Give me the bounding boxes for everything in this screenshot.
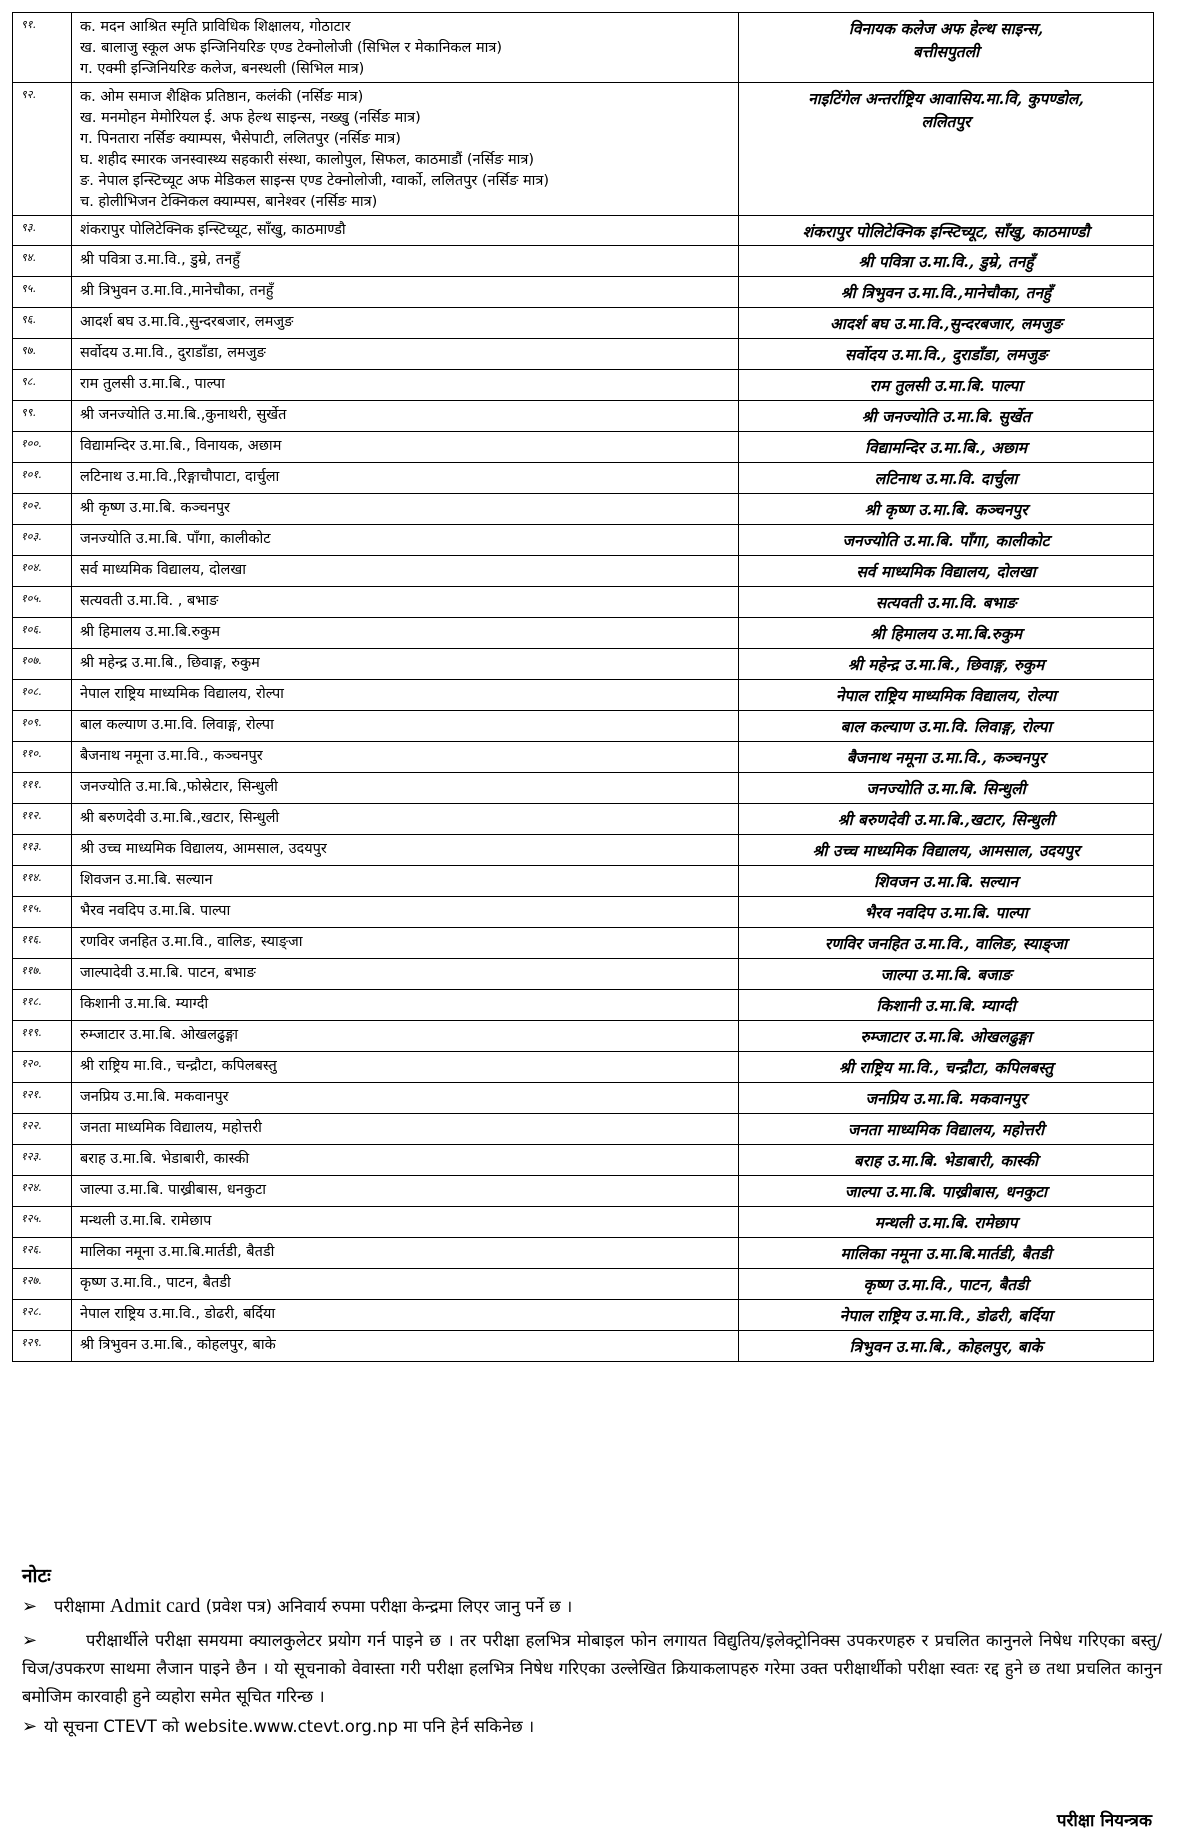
school-name-line: सर्व माध्यमिक विद्यालय, दोलखा xyxy=(80,562,247,578)
table-row xyxy=(13,463,1154,494)
school-name-line: लटिनाथ उ.मा.वि.,रिङ्गाचौपाटा, दार्चुला xyxy=(80,469,280,485)
exam-center-line: श्री हिमालय उ.मा.बि.रुकुम xyxy=(869,624,1023,643)
exam-center-line: श्री उच्च माध्यमिक विद्यालय, आमसाल, उदयपुर xyxy=(812,841,1080,860)
school-name-line: जाल्पा उ.मा.बि. पाख्रीबास, धनकुटा xyxy=(80,1182,267,1198)
school-name-cell xyxy=(72,618,739,649)
school-name-cell xyxy=(72,1021,739,1052)
exam-center-cell xyxy=(739,711,1154,742)
school-name-cell xyxy=(72,246,739,277)
table-row xyxy=(13,83,1154,216)
exam-center-cell xyxy=(739,308,1154,339)
school-name-line: मन्थली उ.मा.बि. रामेछाप xyxy=(80,1213,212,1229)
school-name-line: बाल कल्याण उ.मा.वि. लिवाङ्ग, रोल्पा xyxy=(80,717,274,733)
school-name-line: विद्यामन्दिर उ.मा.बि., विनायक, अछाम xyxy=(80,438,282,454)
exam-center-line: जनज्योति उ.मा.बि. सिन्धुली xyxy=(866,779,1026,798)
signature-exam-controller: परीक्षा नियन्त्रक xyxy=(1056,1811,1152,1831)
notes-section xyxy=(22,1562,1162,1741)
table-row xyxy=(13,308,1154,339)
exam-center-cell xyxy=(739,556,1154,587)
serial-number: १२१. xyxy=(13,1083,72,1114)
exam-center-line: जनप्रिय उ.मा.बि. मकवानपुर xyxy=(865,1089,1027,1108)
table-row xyxy=(13,804,1154,835)
table-row xyxy=(13,556,1154,587)
school-name-cell xyxy=(72,432,739,463)
school-name-cell xyxy=(72,959,739,990)
exam-center-cell xyxy=(739,1052,1154,1083)
serial-number: ९७. xyxy=(13,339,72,370)
serial-number: १२३. xyxy=(13,1145,72,1176)
exam-center-cell xyxy=(739,216,1154,246)
exam-center-cell xyxy=(739,928,1154,959)
school-name-line: श्री त्रिभुवन उ.मा.बि., कोहलपुर, बाके xyxy=(80,1337,276,1353)
exam-center-cell xyxy=(739,1300,1154,1331)
arrow-bullet-icon: ➢ xyxy=(22,1716,38,1737)
serial-number: ९१. xyxy=(13,13,72,83)
serial-number: १०७. xyxy=(13,649,72,680)
exam-center-cell xyxy=(739,494,1154,525)
school-name-cell xyxy=(72,494,739,525)
table-row xyxy=(13,339,1154,370)
school-name-cell xyxy=(72,711,739,742)
exam-center-cell xyxy=(739,432,1154,463)
serial-number: १०२. xyxy=(13,494,72,525)
serial-number: १२५. xyxy=(13,1207,72,1238)
table-row xyxy=(13,216,1154,246)
exam-center-cell xyxy=(739,277,1154,308)
exam-center-line: शिवजन उ.मा.बि. सल्यान xyxy=(873,872,1019,891)
serial-number: ९२. xyxy=(13,83,72,216)
school-name-line: सर्वोदय उ.मा.वि., दुराडाँडा, लमजुङ xyxy=(80,345,266,361)
exam-center-cell xyxy=(739,897,1154,928)
school-name-line: नेपाल राष्ट्रिय उ.मा.वि., डोढरी, बर्दिया xyxy=(80,1306,276,1322)
school-name-line: क. मदन आश्रित स्मृति प्राविधिक शिक्षालय, गोठाटार xyxy=(80,19,351,35)
school-name-line: ङ. नेपाल इन्स्टिच्यूट अफ मेडिकल साइन्स एण्ड टेक्नोलोजी, ग्वार्को, ललितपुर (नर्सिङ मात्र) xyxy=(80,173,550,189)
school-name-line: जनज्योति उ.मा.बि.,फोस्रेटार, सिन्धुली xyxy=(80,779,278,795)
table-row xyxy=(13,897,1154,928)
exam-center-line: राम तुलसी उ.मा.बि. पाल्पा xyxy=(869,376,1023,395)
table-row xyxy=(13,835,1154,866)
exam-center-cell xyxy=(739,990,1154,1021)
exam-center-cell xyxy=(739,742,1154,773)
exam-center-cell xyxy=(739,246,1154,277)
serial-number: १००. xyxy=(13,432,72,463)
exam-center-cell xyxy=(739,804,1154,835)
exam-center-cell xyxy=(739,866,1154,897)
school-name-line: घ. शहीद स्मारक जनस्वास्थ्य सहकारी संस्था, कालोपुल, सिफल, काठमाडौं (नर्सिङ मात्र) xyxy=(80,152,535,168)
serial-number: ९४. xyxy=(13,246,72,277)
school-name-line: जनज्योति उ.मा.बि. पाँगा, कालीकोट xyxy=(80,531,271,547)
exam-center-cell xyxy=(739,773,1154,804)
exam-center-line: श्री जनज्योति उ.मा.बि. सुर्खेत xyxy=(861,407,1031,426)
table-row xyxy=(13,370,1154,401)
school-name-cell xyxy=(72,556,739,587)
exam-center-line: नाइटिंगेल अन्तर्राष्ट्रिय आवासिय.मा.वि, कुपण्डोल, xyxy=(808,89,1084,108)
exam-center-line: कृष्ण उ.मा.वि., पाटन, बैतडी xyxy=(863,1275,1029,1294)
table-row xyxy=(13,587,1154,618)
exam-center-cell xyxy=(739,1331,1154,1362)
school-name-cell xyxy=(72,804,739,835)
school-name-line: सत्यवती उ.मा.वि. , बभाङ xyxy=(80,593,219,609)
school-name-line: ख. बालाजु स्कूल अफ इन्जिनियरिङ एण्ड टेक्नोलोजी (सिभिल र मेकानिकल मात्र) xyxy=(80,40,503,56)
note-1-suffix: (प्रवेश पत्र) अनिवार्य रुपमा परीक्षा केन्द्रमा लिएर जानु पर्ने छ । xyxy=(205,1597,573,1616)
school-name-line: श्री राष्ट्रिय मा.वि., चन्द्रौटा, कपिलबस्तु xyxy=(80,1058,277,1074)
serial-number: १०५. xyxy=(13,587,72,618)
school-name-cell xyxy=(72,370,739,401)
table-row xyxy=(13,680,1154,711)
table-row xyxy=(13,959,1154,990)
table-row xyxy=(13,928,1154,959)
exam-center-table xyxy=(12,12,1154,1362)
school-name-line: श्री कृष्ण उ.मा.बि. कञ्चनपुर xyxy=(80,500,230,516)
school-name-line: श्री जनज्योति उ.मा.बि.,कुनाथरी, सुर्खेत xyxy=(80,407,287,423)
serial-number: १११. xyxy=(13,773,72,804)
exam-center-cell xyxy=(739,370,1154,401)
table-row xyxy=(13,1207,1154,1238)
exam-center-cell xyxy=(739,835,1154,866)
table-row xyxy=(13,1238,1154,1269)
school-name-cell xyxy=(72,1300,739,1331)
exam-center-line: शंकरापुर पोलिटेक्निक इन्स्टिच्यूट, साँखु, काठमाण्डौ xyxy=(802,222,1090,241)
exam-center-cell xyxy=(739,1021,1154,1052)
school-name-line: जनता माध्यमिक विद्यालय, महोत्तरी xyxy=(80,1120,262,1136)
school-name-line: आदर्श बघ उ.मा.वि.,सुन्दरबजार, लमजुङ xyxy=(80,314,294,330)
table-row xyxy=(13,742,1154,773)
exam-center-line: मन्थली उ.मा.बि. रामेछाप xyxy=(874,1213,1018,1232)
school-name-line: बराह उ.मा.बि. भेडाबारी, कास्की xyxy=(80,1151,250,1167)
exam-center-line: विनायक कलेज अफ हेल्थ साइन्स, xyxy=(848,19,1044,38)
school-name-line: रुम्जाटार उ.मा.बि. ओखलढुङ्गा xyxy=(80,1027,239,1043)
exam-center-line: श्री महेन्द्र उ.मा.बि., छिवाङ्ग, रुकुम xyxy=(847,655,1045,674)
serial-number: ११०. xyxy=(13,742,72,773)
serial-number: ११७. xyxy=(13,959,72,990)
exam-center-line: भैरव नवदिप उ.मा.बि. पाल्पा xyxy=(864,903,1028,922)
table-row xyxy=(13,773,1154,804)
serial-number: ९५. xyxy=(13,277,72,308)
table-row xyxy=(13,1114,1154,1145)
exam-center-cell xyxy=(739,339,1154,370)
note-3-text: यो सूचना CTEVT को website.www.ctevt.org.np मा पनि हेर्न सकिनेछ । xyxy=(44,1717,535,1736)
school-name-line: बैजनाथ नमूना उ.मा.वि., कञ्चनपुर xyxy=(80,748,263,764)
exam-center-cell xyxy=(739,1083,1154,1114)
school-name-line: राम तुलसी उ.मा.बि., पाल्पा xyxy=(80,376,225,392)
school-name-cell xyxy=(72,1114,739,1145)
school-name-line: नेपाल राष्ट्रिय माध्यमिक विद्यालय, रोल्पा xyxy=(80,686,284,702)
school-name-cell xyxy=(72,897,739,928)
table-row xyxy=(13,1176,1154,1207)
school-name-line: च. होलीभिजन टेक्निकल क्याम्पस, बानेश्वर (नर्सिङ मात्र) xyxy=(80,194,378,210)
exam-center-cell xyxy=(739,463,1154,494)
school-name-line: शंकरापुर पोलिटेक्निक इन्स्टिच्यूट, साँखु, काठमाण्डौ xyxy=(80,222,346,238)
exam-center-line: नेपाल राष्ट्रिय माध्यमिक विद्यालय, रोल्पा xyxy=(835,686,1057,705)
school-name-line: श्री पवित्रा उ.मा.वि., डुम्रे, तनहुँ xyxy=(80,252,240,268)
exam-center-cell xyxy=(739,525,1154,556)
table-row xyxy=(13,1052,1154,1083)
serial-number: १२४. xyxy=(13,1176,72,1207)
school-name-line: श्री बरुणदेवी उ.मा.बि.,खटार, सिन्धुली xyxy=(80,810,280,826)
school-name-cell xyxy=(72,1052,739,1083)
exam-center-cell xyxy=(739,1207,1154,1238)
serial-number: ११४. xyxy=(13,866,72,897)
school-name-cell xyxy=(72,401,739,432)
table-row xyxy=(13,618,1154,649)
serial-number: ११२. xyxy=(13,804,72,835)
exam-center-cell xyxy=(739,13,1154,83)
note-1-prefix: परीक्षामा xyxy=(54,1597,105,1616)
table-row xyxy=(13,494,1154,525)
school-name-cell xyxy=(72,835,739,866)
exam-center-cell xyxy=(739,1114,1154,1145)
note-1-admit-card: Admit card xyxy=(109,1595,201,1617)
school-name-line: रणविर जनहित उ.मा.वि., वालिङ, स्याङ्जा xyxy=(80,934,303,950)
serial-number: १०९. xyxy=(13,711,72,742)
exam-center-line: सर्वोदय उ.मा.वि., दुराडाँडा, लमजुङ xyxy=(844,345,1048,364)
exam-center-line: सत्यवती उ.मा.वि. बभाङ xyxy=(875,593,1017,612)
note-website xyxy=(22,1713,1162,1741)
serial-number: ९३. xyxy=(13,216,72,246)
table-row xyxy=(13,990,1154,1021)
serial-number: १०३. xyxy=(13,525,72,556)
serial-number: १२२. xyxy=(13,1114,72,1145)
serial-number: ११३. xyxy=(13,835,72,866)
school-name-cell xyxy=(72,83,739,216)
exam-center-line: मालिका नमूना उ.मा.बि.मार्तडी, बैतडी xyxy=(840,1244,1052,1263)
school-name-cell xyxy=(72,1331,739,1362)
serial-number: १२९. xyxy=(13,1331,72,1362)
exam-center-line: श्री कृष्ण उ.मा.बि. कञ्चनपुर xyxy=(864,500,1028,519)
table-row xyxy=(13,1331,1154,1362)
school-name-cell xyxy=(72,928,739,959)
serial-number: ११८. xyxy=(13,990,72,1021)
table-row xyxy=(13,432,1154,463)
table-row xyxy=(13,1083,1154,1114)
exam-center-line: बत्तीसपुतली xyxy=(912,42,980,61)
notes-title: नोटः xyxy=(22,1565,51,1587)
exam-center-line: बाल कल्याण उ.मा.वि. लिवाङ्ग, रोल्पा xyxy=(840,717,1052,736)
exam-center-line: श्री त्रिभुवन उ.मा.वि.,मानेचौका, तनहुँ xyxy=(840,283,1052,302)
school-name-cell xyxy=(72,277,739,308)
school-name-line: जाल्पादेवी उ.मा.बि. पाटन, बभाङ xyxy=(80,965,256,981)
table-row xyxy=(13,649,1154,680)
school-name-cell xyxy=(72,742,739,773)
serial-number: १०१. xyxy=(13,463,72,494)
serial-number: ११६. xyxy=(13,928,72,959)
note-2-text: परीक्षार्थीले परीक्षा समयमा क्यालकुलेटर प्रयोग गर्न पाइने छ । तर परीक्षा हलभित्र मोबाइल फोन लगायत विद्युतिय/इलेक्ट्रोनिक्स उपकरणहरु र प्रचलित कानुनले निषेध गरिएका बस्तु/चिज/उपकरण साथमा लैजान पाइने छैन । यो सूचनाको वेवास्ता गरी परीक्षा हलभित्र निषेध गरिएका उल्लेखित क्रियाकलापहरु गरेमा उक्त परीक्षार्थीको परीक्षा स्वतः रद्द हुने छ तथा प्रचलित कानुन बमोजिम कारवाही हुने व्यहोरा समेत सूचित गरिन्छ । xyxy=(22,1631,1162,1706)
school-name-cell xyxy=(72,1238,739,1269)
exam-center-cell xyxy=(739,83,1154,216)
school-name-line: क. ओम समाज शैक्षिक प्रतिष्ठान, कलंकी (नर्सिङ मात्र) xyxy=(80,89,364,105)
school-name-cell xyxy=(72,1269,739,1300)
school-name-cell xyxy=(72,680,739,711)
school-name-cell xyxy=(72,463,739,494)
table-row xyxy=(13,1269,1154,1300)
note-exam-rules xyxy=(22,1627,1162,1711)
school-name-line: भैरव नवदिप उ.मा.बि. पाल्पा xyxy=(80,903,231,919)
exam-center-cell xyxy=(739,1269,1154,1300)
school-name-cell xyxy=(72,1083,739,1114)
exam-center-table-body xyxy=(13,13,1154,1362)
exam-center-cell xyxy=(739,1238,1154,1269)
table-row xyxy=(13,866,1154,897)
serial-number: १२६. xyxy=(13,1238,72,1269)
exam-center-line: जनज्योति उ.मा.बि. पाँगा, कालीकोट xyxy=(842,531,1050,550)
school-name-line: किशानी उ.मा.बि. म्याग्दी xyxy=(80,996,209,1012)
school-name-cell xyxy=(72,13,739,83)
exam-center-line: बैजनाथ नमूना उ.मा.वि., कञ्चनपुर xyxy=(846,748,1046,767)
exam-center-line: श्री बरुणदेवी उ.मा.बि.,खटार, सिन्धुली xyxy=(837,810,1055,829)
school-name-cell xyxy=(72,339,739,370)
school-name-line: मालिका नमूना उ.मा.बि.मार्तडी, बैतडी xyxy=(80,1244,275,1260)
table-row xyxy=(13,277,1154,308)
table-row xyxy=(13,13,1154,83)
school-name-line: ग. एक्मी इन्जिनियरिङ कलेज, बनस्थली (सिभिल मात्र) xyxy=(80,61,365,77)
serial-number: ९९. xyxy=(13,401,72,432)
exam-center-line: आदर्श बघ उ.मा.वि.,सुन्दरबजार, लमजुङ xyxy=(830,314,1062,333)
school-name-cell xyxy=(72,990,739,1021)
arrow-bullet-icon: ➢ xyxy=(22,1630,38,1651)
table-row xyxy=(13,1300,1154,1331)
serial-number: ९८. xyxy=(13,370,72,401)
school-name-line: जनप्रिय उ.मा.बि. मकवानपुर xyxy=(80,1089,229,1105)
school-name-cell xyxy=(72,216,739,246)
serial-number: १२८. xyxy=(13,1300,72,1331)
exam-center-line: किशानी उ.मा.बि. म्याग्दी xyxy=(876,996,1016,1015)
school-name-cell xyxy=(72,773,739,804)
exam-center-line: ललितपुर xyxy=(921,112,971,131)
school-name-line: ग. पिनतारा नर्सिङ क्याम्पस, भैसेपाटी, ललितपुर (नर्सिङ मात्र) xyxy=(80,131,401,147)
school-name-cell xyxy=(72,1207,739,1238)
school-name-cell xyxy=(72,866,739,897)
exam-center-line: त्रिभुवन उ.मा.बि., कोहलपुर, बाके xyxy=(849,1337,1043,1356)
exam-center-line: जाल्पा उ.मा.बि. पाख्रीबास, धनकुटा xyxy=(844,1182,1048,1201)
note-admit-card xyxy=(22,1592,1162,1621)
serial-number: १२७. xyxy=(13,1269,72,1300)
exam-center-line: श्री पवित्रा उ.मा.वि., डुम्रे, तनहुँ xyxy=(858,252,1034,271)
exam-center-cell xyxy=(739,618,1154,649)
exam-center-cell xyxy=(739,401,1154,432)
school-name-cell xyxy=(72,1176,739,1207)
school-name-cell xyxy=(72,587,739,618)
school-name-cell xyxy=(72,525,739,556)
table-row xyxy=(13,525,1154,556)
school-name-line: कृष्ण उ.मा.वि., पाटन, बैतडी xyxy=(80,1275,231,1291)
school-name-line: श्री महेन्द्र उ.मा.बि., छिवाङ्ग, रुकुम xyxy=(80,655,260,671)
exam-center-line: श्री राष्ट्रिय मा.वि., चन्द्रौटा, कपिलबस्तु xyxy=(838,1058,1054,1077)
exam-center-cell xyxy=(739,587,1154,618)
exam-center-cell xyxy=(739,1176,1154,1207)
exam-center-line: रणविर जनहित उ.मा.वि., वालिङ, स्याङ्जा xyxy=(824,934,1068,953)
table-row xyxy=(13,246,1154,277)
school-name-cell xyxy=(72,1145,739,1176)
exam-center-line: बराह उ.मा.बि. भेडाबारी, कास्की xyxy=(853,1151,1039,1170)
exam-center-line: रुम्जाटार उ.मा.बि. ओखलढुङ्गा xyxy=(860,1027,1032,1046)
serial-number: १२०. xyxy=(13,1052,72,1083)
serial-number: १०८. xyxy=(13,680,72,711)
school-name-line: ख. मनमोहन मेमोरियल ई. अफ हेल्थ साइन्स, नख्खु (नर्सिङ मात्र) xyxy=(80,110,421,126)
serial-number: ९६. xyxy=(13,308,72,339)
school-name-line: श्री उच्च माध्यमिक विद्यालय, आमसाल, उदयपुर xyxy=(80,841,327,857)
school-name-line: श्री त्रिभुवन उ.मा.वि.,मानेचौका, तनहुँ xyxy=(80,283,274,299)
arrow-bullet-icon: ➢ xyxy=(22,1596,38,1617)
table-row xyxy=(13,711,1154,742)
exam-center-line: विद्यामन्दिर उ.मा.बि., अछाम xyxy=(864,438,1028,457)
serial-number: १०४. xyxy=(13,556,72,587)
school-name-line: शिवजन उ.मा.बि. सल्यान xyxy=(80,872,213,888)
exam-center-line: सर्व माध्यमिक विद्यालय, दोलखा xyxy=(856,562,1036,581)
exam-center-cell xyxy=(739,680,1154,711)
exam-center-line: नेपाल राष्ट्रिय उ.मा.वि., डोढरी, बर्दिया xyxy=(839,1306,1053,1325)
school-name-cell xyxy=(72,308,739,339)
exam-center-cell xyxy=(739,1145,1154,1176)
exam-center-line: लटिनाथ उ.मा.वि. दार्चुला xyxy=(874,469,1018,488)
serial-number: १०६. xyxy=(13,618,72,649)
exam-center-line: जनता माध्यमिक विद्यालय, महोत्तरी xyxy=(847,1120,1045,1139)
school-name-line: श्री हिमालय उ.मा.बि.रुकुम xyxy=(80,624,221,640)
exam-center-cell xyxy=(739,959,1154,990)
serial-number: ११९. xyxy=(13,1021,72,1052)
exam-center-cell xyxy=(739,649,1154,680)
table-row xyxy=(13,1145,1154,1176)
table-row xyxy=(13,1021,1154,1052)
school-name-cell xyxy=(72,649,739,680)
table-row xyxy=(13,401,1154,432)
exam-center-line: जाल्पा उ.मा.बि. बजाङ xyxy=(880,965,1012,984)
serial-number: ११५. xyxy=(13,897,72,928)
